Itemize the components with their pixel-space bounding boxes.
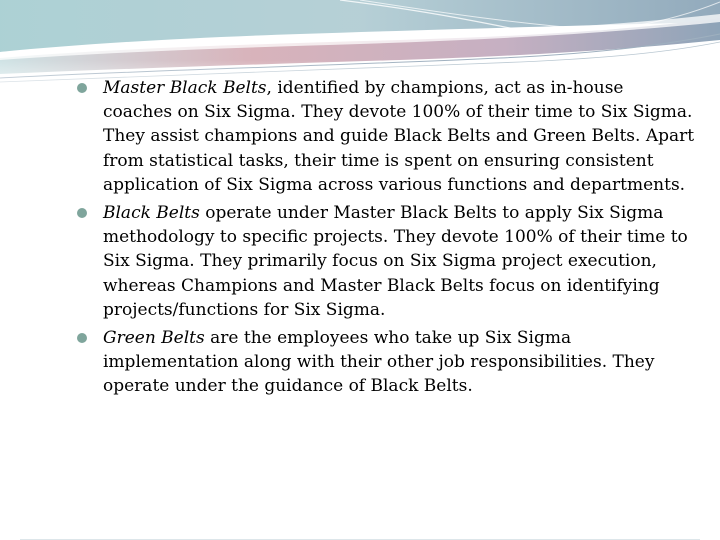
bullet-text: operate under Master Black Belts to apply Six Sigma methodology to specific projects. They devote 100% of their time to Six Sigma. They primarily focus on Six Sigma project execution, whereas Champions and Master Black Belts focus on identifying projects/functions for Six Sigma. (103, 203, 688, 320)
bullet-dot-icon (77, 83, 87, 93)
bullet-dot-icon (77, 333, 87, 343)
bullet-text: are the employees who take up Six Sigma implementation along with their other job responsibilities. They operate under the guidance of Black Belts. (103, 328, 655, 397)
bullet-text: , identified by champions, act as in-house coaches on Six Sigma. They devote 100% of their time to Six Sigma. They assist champions and guide Black Belts and Green Belts. Apart from statistical tasks, their time is spent on ensuring consistent application of Six Sigma across various functions and departments. (103, 78, 695, 195)
bullet-list (76, 76, 696, 403)
bullet-term: Master Black Belts (103, 78, 267, 98)
bullet-term: Green Belts (103, 328, 205, 349)
bullet-master-black-belts (76, 76, 696, 197)
bullet-black-belts (76, 201, 696, 322)
bullet-green-belts (76, 326, 696, 399)
bullet-term: Black Belts (103, 203, 200, 224)
bullet-dot-icon (77, 208, 87, 218)
